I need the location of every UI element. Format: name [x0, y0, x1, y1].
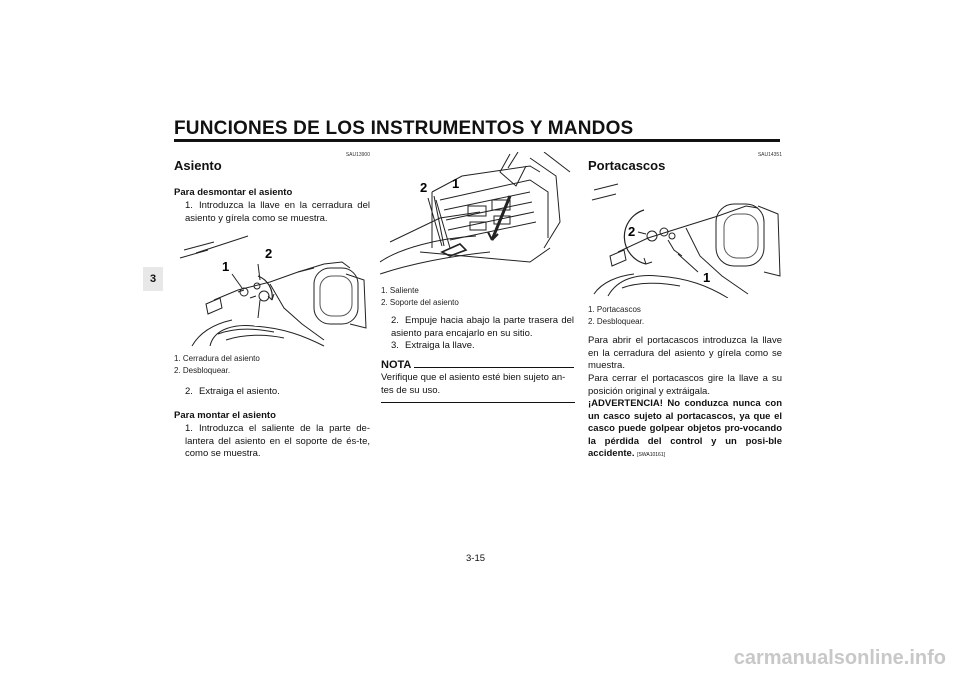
chapter-tab: 3 [143, 267, 163, 291]
caption-2: 2. Desbloquear. [588, 317, 645, 326]
step-1-install [185, 423, 370, 461]
page-number: 3-15 [466, 553, 486, 564]
step-number: 1. [185, 423, 193, 434]
caption-1: 1. Saliente [381, 286, 419, 295]
subheading-montar: Para montar el asiento [174, 410, 276, 421]
callout-1: 1 [703, 270, 711, 285]
watermark: carmanualsonline.info [733, 647, 946, 669]
callout-1: 1 [222, 259, 230, 274]
section-heading-asiento: Asiento [174, 158, 222, 173]
callout-2: 2 [420, 180, 428, 195]
warning-code: [SWA10161] [637, 452, 665, 458]
section-code: SAU14351 [757, 152, 782, 158]
step-number: 2. [391, 315, 399, 326]
step-number: 2. [185, 386, 193, 397]
step-2-remove [185, 386, 370, 399]
step-number: 3. [391, 340, 399, 351]
note-label: NOTA [381, 359, 412, 371]
step-text: Extraiga la llave. [405, 340, 475, 351]
seat-bracket-figure [380, 152, 576, 280]
note-rule-top [414, 367, 574, 368]
note-rule-bottom [381, 402, 575, 403]
note-text: Verifique que el asiento esté bien sujeto an-tes de su uso. [381, 372, 566, 396]
page-title: FUNCIONES DE LOS INSTRUMENTOS Y MANDOS [174, 118, 634, 139]
caption-2: 2. Soporte del asiento [381, 298, 459, 307]
section-code: SAU13900 [345, 152, 370, 158]
step-number: 1. [185, 200, 193, 211]
subheading-desmontar: Para desmontar el asiento [174, 187, 293, 198]
caption-1: 1. Portacascos [588, 305, 641, 314]
step-1-remove [185, 200, 370, 225]
step-text: Empuje hacia abajo la parte trasera del asiento para encajarlo en su sitio. [391, 315, 574, 339]
callout-2: 2 [628, 224, 636, 239]
helmet-holder-figure [588, 176, 782, 298]
step-text: Extraiga el asiento. [199, 386, 280, 397]
caption-1: 1. Cerradura del asiento [174, 354, 260, 363]
seat-lock-figure [174, 228, 370, 348]
caption-2: 2. Desbloquear. [174, 366, 231, 375]
paragraph-close: Para cerrar el portacascos gire la llave a su posición original y extráigala. [588, 373, 782, 397]
step-2-install [391, 315, 574, 340]
step-3-install [391, 340, 574, 353]
warning-text [588, 398, 782, 462]
callout-2: 2 [265, 246, 273, 261]
section-heading-portacascos: Portacascos [588, 158, 666, 173]
step-text: Introduzca el saliente de la parte de-lantera del asiento en el soporte de és-te, como se muestra. [185, 423, 370, 459]
paragraph-open: Para abrir el portacascos introduzca la llave en la cerradura del asiento y gírela como se muestra. [588, 335, 782, 371]
step-text: Introduzca la llave en la cerradura del asiento y gírela como se muestra. [185, 200, 370, 224]
title-rule [174, 139, 780, 142]
callout-1: 1 [452, 176, 460, 191]
warning-body: ¡ADVERTENCIA! No conduzca nunca con un casco sujeto al portacascos, ya que el casco puede golpear objetos pro-vocando la pérdida del control y un posi-ble accidente. [588, 398, 782, 459]
